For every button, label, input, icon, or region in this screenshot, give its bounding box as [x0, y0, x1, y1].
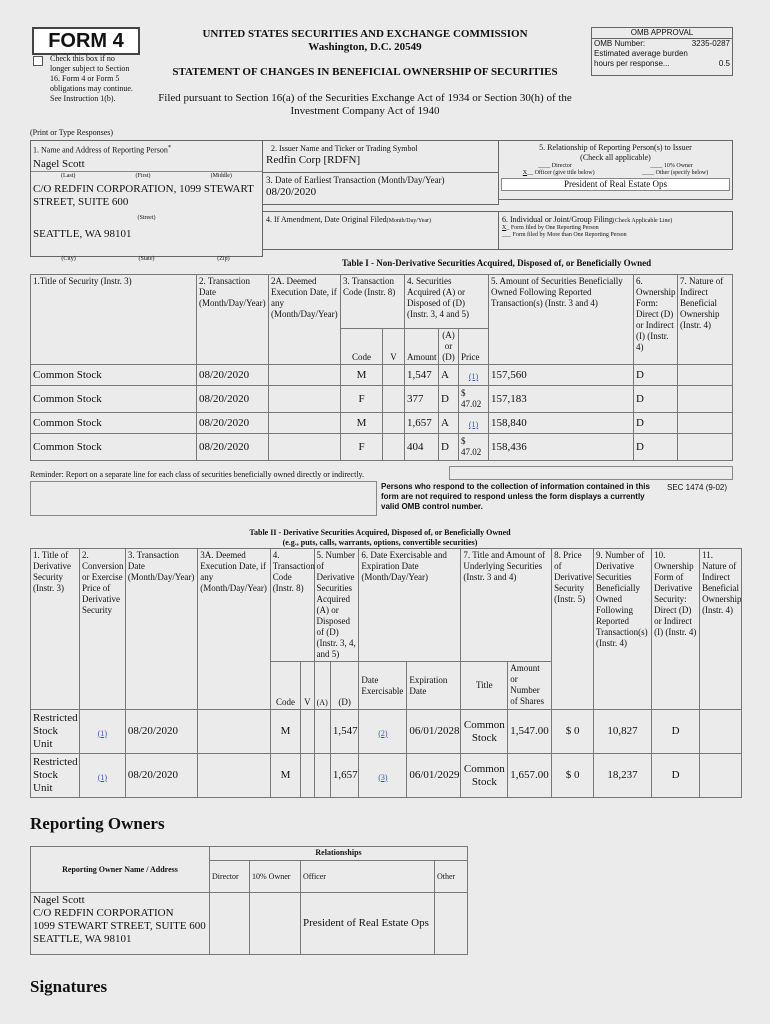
t2-underlying-amount: 1,657.00: [508, 754, 552, 798]
table-row: [31, 754, 742, 798]
owner-officer: President of Real Estate Ops: [301, 893, 435, 955]
t1-sub-v: V: [383, 329, 405, 365]
earliest-transaction-date[interactable]: 08/20/2020: [266, 186, 317, 198]
filing-option-two-label: Form filed by More than One Reporting Person: [512, 232, 627, 238]
t1-form: D: [634, 386, 678, 413]
t1-h6: 6. Ownership Form: Direct (D) or Indirect (I) (Instr. 4): [634, 275, 678, 365]
t1-title: Common Stock: [31, 434, 197, 461]
director-header: Director: [210, 861, 250, 893]
filing-option-one-mark: X: [502, 225, 507, 231]
box5-relationship: [498, 140, 733, 200]
form-title: FORM 4: [48, 30, 124, 52]
t2-h10: 10. Ownership Form of Derivative Security: Direct (D) or Indirect (I) (Instr. 4): [652, 549, 700, 710]
box3-label: 3. Date of Earliest Transaction (Month/Day/Year): [266, 175, 445, 185]
t2-deemed: [198, 754, 270, 798]
omb-approval-box: [591, 27, 733, 76]
t1-aord: D: [439, 434, 459, 461]
t1-owned: 157,183: [489, 386, 634, 413]
t2-conv-footnote[interactable]: (1): [97, 728, 108, 738]
t2-sub-amount: Amount or Number of Shares: [508, 662, 552, 710]
t2-d: 1,547: [330, 710, 359, 754]
sec-number: SEC 1474 (9-02): [667, 483, 728, 492]
t1-amount: 377: [405, 386, 439, 413]
t1-owned: 157,560: [489, 365, 634, 386]
t1-price: $ 47.02: [459, 386, 489, 413]
t1-date: 08/20/2020: [197, 386, 269, 413]
t2-h7: 7. Title and Amount of Underlying Securities (Instr. 3 and 4): [461, 549, 552, 662]
t1-form: D: [634, 434, 678, 461]
t1-aord: A: [439, 413, 459, 434]
table2: [30, 548, 742, 798]
t1-date: 08/20/2020: [197, 434, 269, 461]
t1-v: [383, 386, 405, 413]
t2-h2: 2. Conversion or Exercise Price of Derivative Security: [79, 549, 125, 710]
relationships-header: Relationships: [210, 847, 468, 861]
t2-underlying-title: Common Stock: [461, 710, 508, 754]
table2-subtitle: (e.g., puts, calls, warrants, options, convertible securities): [282, 538, 478, 547]
table1-title: Table I - Non-Derivative Securities Acquired, Disposed of, or Beneficially Owned: [341, 258, 652, 268]
zip-label: (Zip): [217, 256, 230, 262]
t1-sub-aord: (A) or (D): [439, 329, 459, 365]
t2-a: [314, 754, 330, 798]
t1-nature: [678, 413, 733, 434]
box6-label: 6. Individual or Joint/Group Filing: [502, 215, 613, 224]
other-header: Other: [435, 861, 468, 893]
t1-h5: 5. Amount of Securities Beneficially Owned Following Reported Transaction(s) (Instr. 3 and 4): [489, 275, 634, 365]
ten-pct-option[interactable]: ____ 10% Owner: [650, 163, 693, 169]
statement-title: STATEMENT OF CHANGES IN BENEFICIAL OWNERSHIP OF SECURITIES: [172, 66, 558, 78]
box1-label-sup: *: [167, 144, 172, 151]
t1-owned: 158,840: [489, 413, 634, 434]
burden-line1: Estimated average burden: [594, 49, 688, 58]
t1-h4: 4. Securities Acquired (A) or Disposed of (D) (Instr. 3, 4 and 5): [405, 275, 489, 329]
t2-h11: 11. Nature of Indirect Beneficial Ownership (Instr. 4): [700, 549, 742, 710]
table-row: [31, 893, 468, 955]
first-label: (First): [135, 172, 151, 179]
filed-pursuant: Filed pursuant to Section 16(a) of the Securities Exchange Act of 1934 or Section 30(h) of the Investment Company Act of 1940: [158, 92, 572, 117]
t2-owned: 10,827: [593, 710, 651, 754]
t1-v: [383, 413, 405, 434]
last-label: (Last): [61, 172, 76, 179]
table-row: [31, 710, 742, 754]
owner-address-line3: SEATTLE, WA 98101: [33, 933, 132, 945]
table1: [30, 274, 733, 461]
form-title-box: [32, 27, 140, 55]
t2-sub-exercisable: Date Exercisable: [359, 662, 407, 710]
t2-sub-v: V: [301, 662, 314, 710]
t2-exercisable-footnote[interactable]: (3): [378, 772, 388, 782]
t1-code: F: [341, 434, 383, 461]
t1-h2a: 2A. Deemed Execution Date, if any (Month/Day/Year): [269, 275, 341, 365]
agency-city: Washington, D.C. 20549: [308, 41, 422, 53]
t2-date: 08/20/2020: [125, 710, 197, 754]
t1-title: Common Stock: [31, 413, 197, 434]
filing-option-one-label: Form filed by One Reporting Person: [510, 225, 599, 231]
t2-code: M: [270, 754, 301, 798]
box5-sub: (Check all applicable): [580, 153, 651, 162]
t2-deemed: [198, 710, 270, 754]
t1-deemed: [269, 386, 341, 413]
reporting-owners-heading: Reporting Owners: [30, 814, 165, 833]
t2-sub-code: Code: [270, 662, 301, 710]
t2-form: D: [652, 754, 700, 798]
t1-deemed: [269, 413, 341, 434]
owner-director: [210, 893, 250, 955]
owner-name: Nagel Scott: [33, 894, 85, 906]
persons-notice: Persons who respond to the collection of information contained in this form are not required to respond unless the form displays a currently valid OMB control number.: [381, 482, 650, 511]
t2-a: [314, 710, 330, 754]
t2-underlying-title: Common Stock: [461, 754, 508, 798]
t2-price: $ 0: [552, 754, 594, 798]
left-blank-box: [30, 481, 377, 516]
officer-option[interactable]: X__ Officer (give title below): [522, 170, 595, 176]
no-longer-subject-checkbox[interactable]: [33, 56, 43, 66]
t2-title: Restricted Stock Unit: [31, 754, 80, 798]
officer-label: Officer (give title below): [534, 170, 595, 176]
t1-price-footnote[interactable]: (1): [468, 372, 479, 381]
city-label: (City): [61, 256, 76, 262]
t2-h6: 6. Date Exercisable and Expiration Date (Month/Day/Year): [359, 549, 461, 662]
state-label: (State): [138, 256, 155, 262]
t2-h5: 5. Number of Derivative Securities Acquired (A) or Disposed of (D) (Instr. 3, 4, and 5): [314, 549, 359, 662]
t1-code: M: [341, 413, 383, 434]
t2-exercisable-footnote[interactable]: (2): [378, 728, 388, 738]
table-row: [31, 434, 733, 461]
table-row: [31, 413, 733, 434]
box4-amendment: [262, 211, 499, 250]
t1-date: 08/20/2020: [197, 413, 269, 434]
t2-nature: [700, 754, 742, 798]
t2-underlying-amount: 1,547.00: [508, 710, 552, 754]
t2-h3: 3. Transaction Date (Month/Day/Year): [125, 549, 197, 710]
t1-date: 08/20/2020: [197, 365, 269, 386]
box1-label: 1. Name and Address of Reporting Person: [33, 145, 168, 155]
middle-label: (Middle): [210, 172, 232, 179]
box4-label: 4. If Amendment, Date Original Filed: [266, 215, 387, 224]
t1-h7: 7. Nature of Indirect Beneficial Ownership (Instr. 4): [678, 275, 733, 365]
issuer-name[interactable]: Redfin Corp [RDFN]: [266, 154, 361, 166]
owner-details: [31, 893, 210, 955]
box6-label-small: (Check Applicable Line): [612, 218, 673, 224]
t1-aord: D: [439, 386, 459, 413]
t1-nature: [678, 386, 733, 413]
filing-option-two[interactable]: ___ Form filed by More than One Reporting Person: [502, 232, 627, 238]
t1-nature: [678, 365, 733, 386]
omb-title: OMB APPROVAL: [592, 28, 732, 39]
burden-line2: hours per response...: [594, 59, 670, 68]
t2-h4: 4. Transaction Code (Instr. 8): [270, 549, 314, 662]
t2-h3a: 3A. Deemed Execution Date, if any (Month/Day/Year): [198, 549, 270, 710]
box2-issuer: [262, 140, 499, 173]
t2-title: Restricted Stock Unit: [31, 710, 80, 754]
box3-earliest-date: [262, 172, 499, 205]
t1-v: [383, 434, 405, 461]
signatures-heading: Signatures: [30, 977, 108, 996]
owner-address-line1: C/O REDFIN CORPORATION: [33, 907, 174, 919]
t2-sub-expiration: Expiration Date: [407, 662, 461, 710]
t2-v: [301, 754, 314, 798]
box6-filing: [498, 211, 733, 250]
other-option[interactable]: ____ Other (specify below): [642, 170, 709, 176]
t1-code: F: [341, 386, 383, 413]
officer-header: Officer: [301, 861, 435, 893]
other-label: Other (specify below): [655, 170, 709, 176]
filing-option-one[interactable]: X_ Form filed by One Reporting Person: [502, 225, 599, 231]
officer-mark: X: [522, 170, 528, 176]
t2-conv-footnote[interactable]: (1): [97, 772, 108, 782]
t1-deemed: [269, 434, 341, 461]
omb-number: 3235-0287: [691, 39, 730, 48]
agency-name: UNITED STATES SECURITIES AND EXCHANGE COMMISSION: [202, 28, 528, 40]
t1-amount: 1,657: [405, 413, 439, 434]
officer-title[interactable]: President of Real Estate Ops: [501, 178, 730, 191]
table-row: [31, 365, 733, 386]
t1-nature: [678, 434, 733, 461]
t2-h9: 9. Number of Derivative Securities Beneficially Owned Following Reported Transaction(s) (Instr. 4): [593, 549, 651, 710]
t2-expiration: 06/01/2029: [407, 754, 461, 798]
t2-form: D: [652, 710, 700, 754]
box5-label: 5. Relationship of Reporting Person(s) to Issuer: [539, 143, 692, 152]
box4-label-small: (Month/Day/Year): [386, 218, 432, 224]
t1-amount: 404: [405, 434, 439, 461]
burden-value: 0.5: [718, 59, 730, 68]
reporting-person-city[interactable]: SEATTLE, WA 98101: [33, 227, 132, 240]
reporting-owners-table: [30, 846, 468, 955]
t2-price: $ 0: [552, 710, 594, 754]
ten-pct-header: 10% Owner: [250, 861, 301, 893]
t1-owned: 158,436: [489, 434, 634, 461]
owner-name-header: Reporting Owner Name / Address: [31, 847, 210, 893]
owner-ten-pct: [250, 893, 301, 955]
box2-label: 2. Issuer Name and Ticker or Trading Symbol: [271, 144, 418, 153]
reminder-blank-box: [449, 466, 733, 480]
t1-h1: 1.Title of Security (Instr. 3): [31, 275, 197, 365]
t2-expiration: 06/01/2028: [407, 710, 461, 754]
reminder-text: Reminder: Report on a separate line for each class of securities beneficially owned directly or indirectly.: [30, 470, 365, 479]
director-option[interactable]: ____ Director: [538, 163, 572, 169]
t1-title: Common Stock: [31, 365, 197, 386]
omb-number-label: OMB Number:: [594, 39, 646, 48]
t1-deemed: [269, 365, 341, 386]
owner-address-line2: 1099 STEWART STREET, SUITE 600: [33, 920, 206, 932]
t1-sub-amount: Amount: [405, 329, 439, 365]
reporting-person-name[interactable]: Nagel Scott: [31, 158, 262, 172]
t2-sub-title: Title: [461, 662, 508, 710]
t2-sub-d: (D): [330, 662, 359, 710]
t1-code: M: [341, 365, 383, 386]
box1-name-address: [30, 140, 263, 257]
t1-price: $ 47.02: [459, 434, 489, 461]
t2-code: M: [270, 710, 301, 754]
t2-sub-a: (A): [314, 662, 330, 710]
print-note: (Print or Type Responses): [30, 128, 114, 137]
table2-title: Table II - Derivative Securities Acquired, Disposed of, or Beneficially Owned: [249, 528, 511, 537]
director-label: Director: [551, 163, 572, 169]
t1-h3: 3. Transaction Code (Instr. 8): [341, 275, 405, 329]
t2-owned: 18,237: [593, 754, 651, 798]
t1-form: D: [634, 413, 678, 434]
t2-v: [301, 710, 314, 754]
t1-title: Common Stock: [31, 386, 197, 413]
ten-pct-label: 10% Owner: [663, 163, 693, 169]
owner-other: [435, 893, 468, 955]
t2-d: 1,657: [330, 754, 359, 798]
reporting-person-street[interactable]: C/O REDFIN CORPORATION, 1099 STEWART STREET, SUITE 600: [33, 182, 254, 208]
t1-price-footnote[interactable]: (1): [468, 420, 479, 429]
t2-h8: 8. Price of Derivative Security (Instr. 5): [552, 549, 594, 710]
t1-aord: A: [439, 365, 459, 386]
t1-v: [383, 365, 405, 386]
t1-form: D: [634, 365, 678, 386]
t2-nature: [700, 710, 742, 754]
t1-h2: 2. Transaction Date (Month/Day/Year): [197, 275, 269, 365]
t2-date: 08/20/2020: [125, 754, 197, 798]
t2-h1: 1. Title of Derivative Security (Instr. 3): [31, 549, 80, 710]
street-label: (Street): [137, 214, 156, 221]
table-row: [31, 386, 733, 413]
t1-amount: 1,547: [405, 365, 439, 386]
t1-sub-code: Code: [341, 329, 383, 365]
check-box-note: Check this box if no longer subject to Section 16. Form 4 or Form 5 obligations may continue. See Instruction 1(b).: [50, 54, 133, 103]
t1-sub-price: Price: [459, 329, 489, 365]
